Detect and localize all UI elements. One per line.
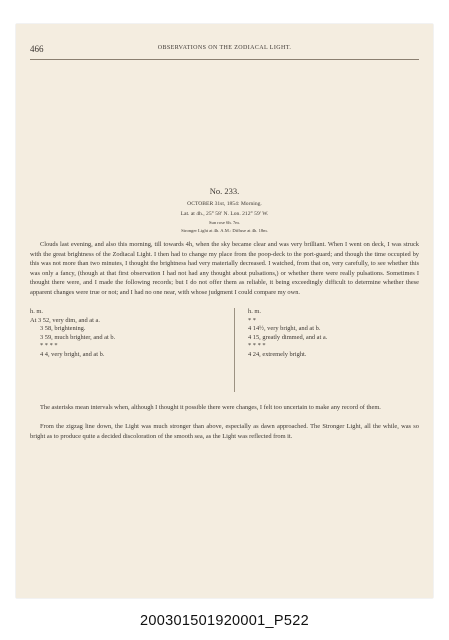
page-number: 466 [30,44,44,54]
table-row: h. m. [30,308,43,315]
entry-sunrise: Sun rose 6h. 7m. [208,220,240,225]
table-row: * * [248,316,256,324]
table-row: 3 59, much brighter, and at b. [40,333,116,341]
paragraph-observations [30,240,419,298]
paragraph-text: The asterisks mean intervals when, although I thought it possible there were changes, I felt too uncertain to make any record of them. [40,404,381,411]
paragraph-text: Clouds last evening, and also this morning, till towards 4h, when the sky became clear and was very brilliant. When I went on deck, I was struck with the great brightness of the Zodiacal Light. I then had to change my place from the poop-deck to the port-guard; and though the time occupied by this was not more than two minutes, I thought the brightness had very materially decreased. I watched, from that on, very carefully, to see whether this was only a fancy, (though at that first observation I had not had any thought about pulsations,) or whether there were really pulsations. Sometimes I thought there were, and I made the following records; but I do not offer them as reliable, it being exceedingly difficult to determine whether these apparent changes were true or not; and I had no one near, with whose judgment I could compare my own. [30,241,419,296]
table-row: At 3 52, very dim, and at a. [30,316,100,324]
table-column-left [30,308,220,360]
paragraph-zigzag [30,422,419,441]
table-row: 4 14½, very bright, and at b. [248,325,321,333]
table-divider [234,308,235,392]
page-header [30,44,419,56]
table-row: 4 15, greatly dimmed, and at a. [248,333,328,341]
table-row: h. m. [248,308,261,315]
table-row: 4 24, extremely bright. [248,350,307,358]
table-row: 4 4, very bright, and at b. [40,350,105,358]
running-title: OBSERVATIONS ON THE ZODIACAL LIGHT. [157,45,292,51]
entry-date: OCTOBER 31st, 1854: Morning. [187,201,262,207]
paragraph-asterisks [30,403,419,413]
header-rule [30,59,419,60]
scanned-page [16,24,433,598]
table-column-right [248,308,418,360]
table-row: * * * * [40,342,58,350]
image-id-caption: 200301501920001_P522 [140,613,309,629]
entry-position: Lat. at 4h., 25° 58′ N. Lon. 212° 59′ W. [180,211,269,217]
observation-table [30,308,419,394]
entry-light: Stronger Light at 4h. A.M.: Diffuse at 4h. 18m. [181,228,268,233]
paragraph-text: From the zigzag line down, the Light was much stronger than above, especially as dawn approached. The Stronger Light, all the while, was so bright as to produce quite a decided discoloration of the smooth sea, as the Light was reflected from it. [30,423,419,440]
table-row: * * * * [248,342,266,350]
entry-number: No. 233. [209,186,240,196]
table-row: 3 58, brightening. [40,325,86,333]
